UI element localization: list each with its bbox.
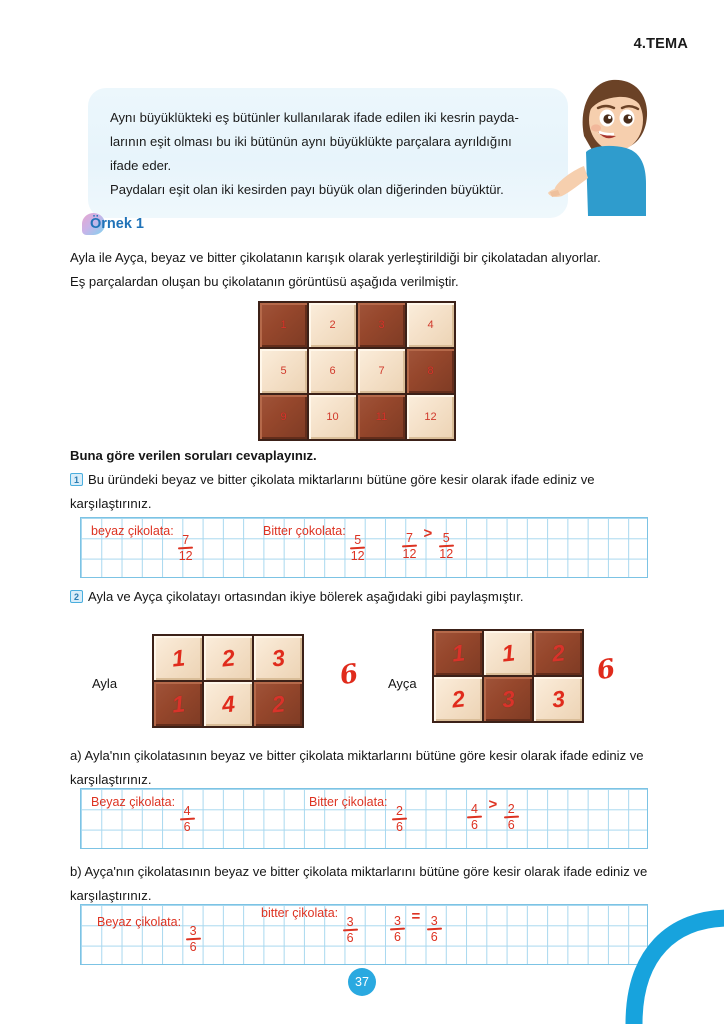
label-ayca: Ayça: [388, 676, 417, 691]
chocolate-square: [358, 395, 405, 439]
chocolate-square: [204, 682, 252, 726]
chocolate-square: [260, 349, 307, 393]
chocolate-square: [260, 303, 307, 347]
chocolate-square: [260, 395, 307, 439]
question-2-number: 2: [70, 590, 83, 603]
chocolate-square: [534, 677, 582, 721]
chocolate-square: [534, 631, 582, 675]
fraction-bitter-q1: $\frac{5}{12}$: [350, 533, 365, 563]
answer-grid-b[interactable]: [80, 904, 648, 965]
fraction-bitter-a: $\frac{2}{6}$: [392, 805, 407, 834]
chocolate-square-number: 2: [450, 684, 466, 713]
fraction-white-q1: $\frac{7}{12}$: [178, 533, 193, 563]
chocolate-bar-ayca: [432, 629, 584, 723]
answer-q1-white: beyaz çikolata: $\frac{7}{12}$: [91, 524, 193, 563]
chocolate-square: [484, 631, 532, 675]
chocolate-square-number: 1: [170, 643, 186, 672]
answer-a-bitter: Bitter çikolata: $\frac{2}{6}$: [309, 795, 408, 834]
chocolate-square-number: 2: [329, 319, 336, 331]
chocolate-square-number: 3: [378, 319, 385, 331]
chocolate-square-number: 2: [220, 643, 236, 672]
page-number-badge: 37: [348, 968, 376, 996]
question-2-text: Ayla ve Ayça çikolatayı ortasından ikiye bölerek aşağıdaki gibi paylaşmıştır.: [88, 589, 524, 604]
answer-b-white: Beyaz çikolata: $\frac{3}{6}$: [97, 915, 202, 954]
chocolate-square-number: 2: [270, 689, 286, 718]
boy-mascot-illustration: [548, 66, 656, 226]
info-callout-box: [88, 88, 568, 218]
chocolate-square: [484, 677, 532, 721]
chocolate-square: [434, 677, 482, 721]
answer-b-bitter: bitter çikolata: $\frac{3}{6}$: [261, 906, 359, 945]
chocolate-square-number: 3: [270, 643, 286, 672]
handwritten-total-ayca: 6: [594, 653, 618, 687]
instruction-text: Buna göre verilen soruları cevaplayınız.: [70, 448, 317, 463]
chocolate-square: [154, 636, 202, 680]
question-1-number: 1: [70, 473, 83, 486]
fraction-compare-right-q1: $\frac{5}{12}$: [439, 531, 454, 561]
chocolate-square-number: 2: [550, 638, 566, 667]
info-line-3: ifade eder.: [110, 158, 172, 173]
question-1-text: Bu üründeki beyaz ve bitter çikolata miktarlarını bütüne göre kesir olarak ifade ediniz ve karşılaştırınız.: [70, 472, 595, 511]
theme-label: 4.TEMA: [633, 36, 688, 52]
answer-b-comparison: [389, 905, 443, 944]
chocolate-square: [154, 682, 202, 726]
handwritten-total-ayla: 6: [337, 658, 361, 692]
comparison-operator-q1: >: [423, 525, 433, 542]
chocolate-square-number: 4: [427, 319, 434, 331]
answer-q1-comparison: [401, 522, 455, 561]
answer-q1-bitter: Bitter çokolata: $\frac{5}{12}$: [263, 524, 365, 563]
example-heading: [86, 212, 144, 236]
info-line-4: Paydaları eşit olan iki kesirden payı büyük olan diğerinden büyüktür.: [110, 182, 504, 197]
info-line-2: larının eşit olması bu iki bütünün aynı büyüklükte parçalara ayrıldığını: [110, 134, 512, 149]
chocolate-square: [309, 395, 356, 439]
chocolate-square-number: 9: [280, 411, 287, 423]
chocolate-square: [407, 303, 454, 347]
chocolate-bar-main: [258, 301, 456, 441]
chocolate-square-number: 1: [450, 638, 466, 667]
comparison-operator-a: >: [488, 796, 498, 813]
fraction-white-a: $\frac{4}{6}$: [180, 805, 195, 834]
chocolate-square: [407, 349, 454, 393]
chocolate-square: [254, 682, 302, 726]
chocolate-square-number: 8: [427, 365, 434, 377]
chocolate-bar-ayla: [152, 634, 304, 728]
chocolate-square-number: 6: [329, 365, 336, 377]
chocolate-square: [309, 303, 356, 347]
info-line-1: Aynı büyüklükteki eş bütünler kullanılarak ifade edilen iki kesrin payda-: [110, 110, 519, 125]
chocolate-square-number: 10: [326, 411, 339, 423]
answer-grid-a[interactable]: [80, 788, 648, 849]
chocolate-square: [254, 636, 302, 680]
question-2: [70, 585, 670, 609]
chocolate-square-number: 1: [280, 319, 287, 331]
fraction-compare-left-a: $\frac{4}{6}$: [467, 803, 482, 832]
chocolate-square: [358, 303, 405, 347]
chocolate-square-number: 1: [170, 689, 186, 718]
comparison-operator-b: =: [411, 908, 421, 925]
fraction-compare-right-a: $\frac{2}{6}$: [504, 803, 519, 832]
chocolate-square-number: 12: [424, 411, 437, 423]
label-ayla: Ayla: [92, 676, 118, 691]
chocolate-square-number: 3: [550, 684, 566, 713]
fraction-white-b: $\frac{3}{6}$: [186, 925, 201, 954]
example-heading-label: Örnek 1: [90, 216, 144, 232]
fraction-compare-left-q1: $\frac{7}{12}$: [402, 531, 417, 561]
chocolate-square-number: 1: [500, 638, 516, 667]
chocolate-square-number: 7: [378, 365, 385, 377]
chocolate-square-number: 3: [500, 684, 516, 713]
corner-arc-decoration: [618, 888, 724, 1024]
chocolate-square: [407, 395, 454, 439]
fraction-bitter-b: $\frac{3}{6}$: [343, 916, 358, 945]
chocolate-square: [309, 349, 356, 393]
sub-question-b: b) Ayça'nın çikolatasının beyaz ve bitter çikolata miktarlarını bütüne göre kesir olarak ifade ediniz ve karşılaştırınız.: [70, 864, 648, 903]
fraction-compare-right-b: $\frac{3}{6}$: [427, 915, 442, 944]
chocolate-square: [358, 349, 405, 393]
answer-a-comparison: [466, 793, 520, 832]
chocolate-square: [204, 636, 252, 680]
answer-grid-q1[interactable]: [80, 517, 648, 578]
answer-a-white: Beyaz çikolata: $\frac{4}{6}$: [91, 795, 196, 834]
chocolate-square-number: 11: [375, 411, 388, 423]
chocolate-square-number: 5: [280, 365, 287, 377]
intro-line-1: Ayla ile Ayça, beyaz ve bitter çikolatanın karışık olarak yerleştirildiği bir çikolatadan alıyorlar.: [70, 250, 601, 265]
chocolate-square-number: 4: [220, 689, 236, 718]
question-1: [70, 468, 670, 516]
sub-question-a: a) Ayla'nın çikolatasının beyaz ve bitter çikolata miktarlarını bütüne göre kesir olarak ifade ediniz ve karşılaştırınız.: [70, 748, 644, 787]
intro-line-2: Eş parçalardan oluşan bu çikolatanın görüntüsü aşağıda verilmiştir.: [70, 274, 459, 289]
fraction-compare-left-b: $\frac{3}{6}$: [390, 915, 405, 944]
chocolate-square: [434, 631, 482, 675]
